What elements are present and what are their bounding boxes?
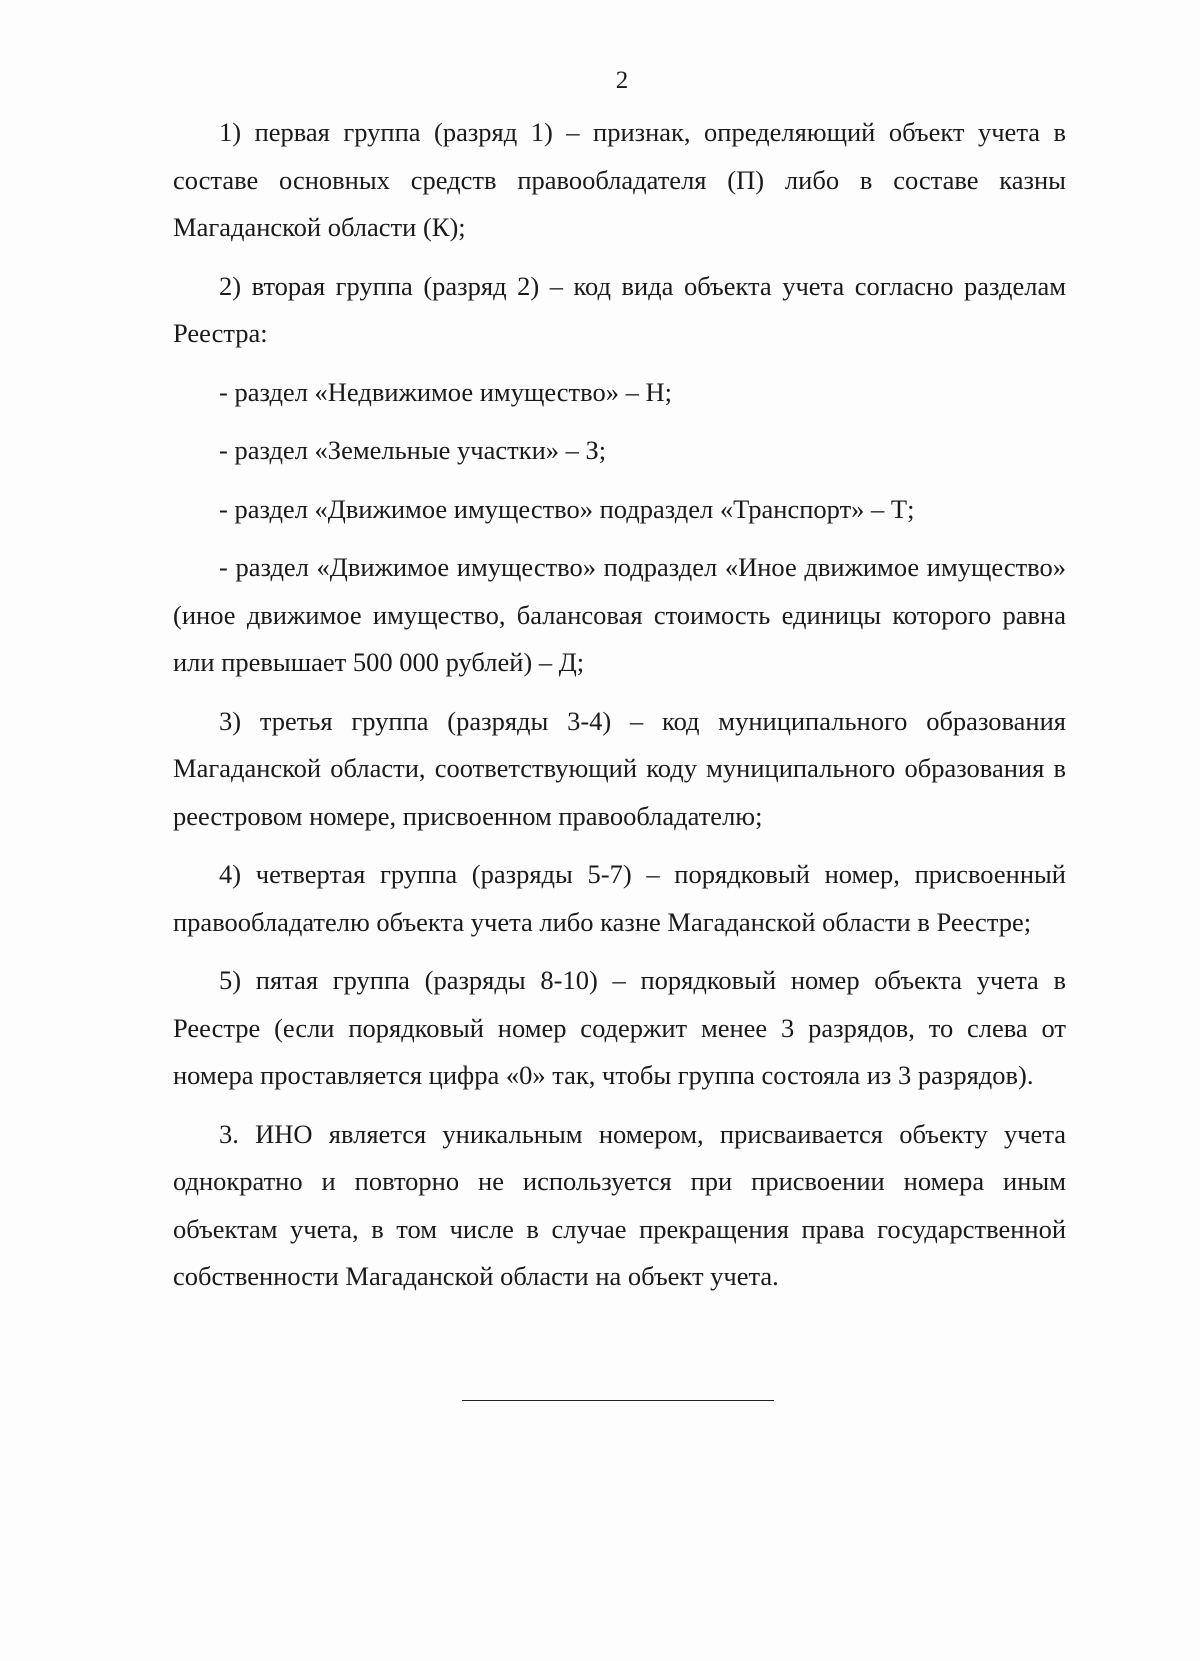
- paragraph-group-5: 5) пятая группа (разряды 8-10) – порядковый номер объекта учета в Реестре (если порядковый номер содержит менее 3 разрядов, то слева от номера проставляется цифра «0» так, чтобы группа состояла из 3 разрядов).: [173, 965, 1066, 1090]
- list-item-real-estate: - раздел «Недвижимое имущество» – Н;: [219, 376, 672, 407]
- list-item-other-movable: - раздел «Движимое имущество» подраздел «Иное движимое имущество» (иное движимое имущество, балансовая стоимость единицы которого равна или превышает 500 000 рублей) – Д;: [173, 552, 1066, 677]
- paragraph-group-4: 4) четвертая группа (разряды 5-7) – порядковый номер, присвоенный правообладателю объекта учета либо казне Магаданской области в Реестре;: [173, 859, 1066, 937]
- document-body: [173, 109, 1066, 1301]
- paragraph-group-3: 3) третья группа (разряды 3-4) – код муниципального образования Магаданской области, соответствующий коду муниципального образования в реестровом номере, присвоенном правообладателю;: [173, 705, 1066, 831]
- list-item-land-plots: - раздел «Земельные участки» – З;: [219, 435, 607, 465]
- paragraph-group-1: 1) первая группа (разряд 1) – признак, определяющий объект учета в составе основных средств правообладателя (П) либо в составе казны Магаданской области (К);: [173, 117, 1066, 242]
- paragraph-section-3: 3. ИНО является уникальным номером, присваивается объекту учета однократно и повторно не используется при присвоении номера иным объектам учета, в том числе в случае прекращения права государственной собственности Магаданской области на объект учета.: [173, 1118, 1066, 1291]
- list-item-transport: - раздел «Движимое имущество» подраздел «Транспорт» – Т;: [219, 493, 915, 524]
- paragraph-group-2: 2) вторая группа (разряд 2) – код вида объекта учета согласно разделам Реестра:: [173, 270, 1066, 348]
- end-rule-divider: [462, 1400, 774, 1401]
- page-number: 2: [615, 67, 629, 94]
